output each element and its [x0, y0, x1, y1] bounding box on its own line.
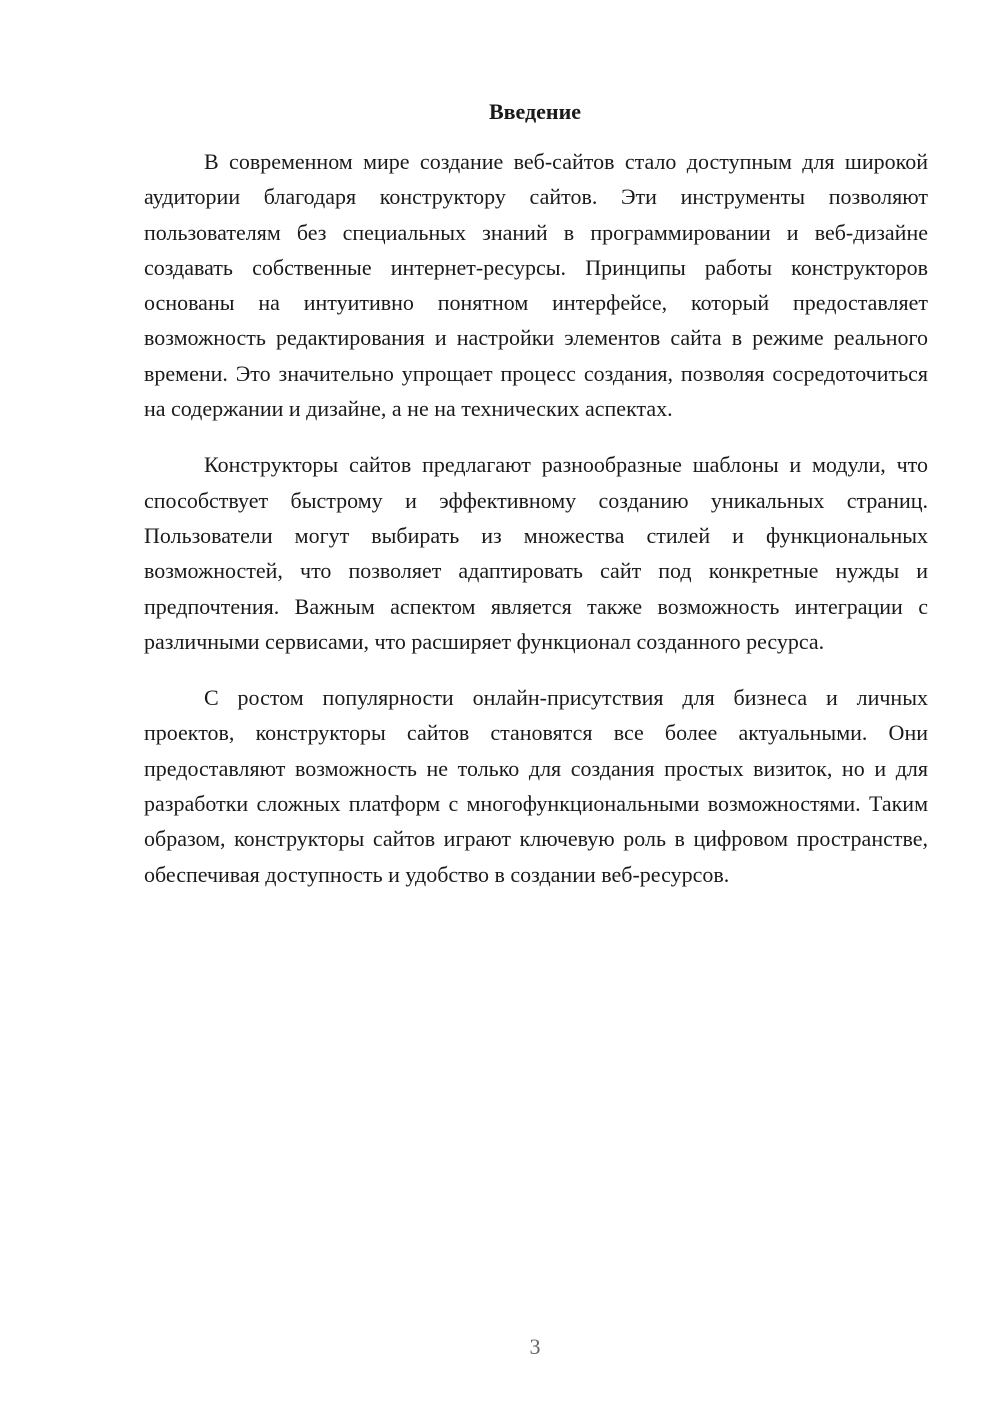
page-number: 3: [529, 1334, 541, 1359]
paragraph-1: В современном мире создание веб-сайтов стало доступным для широкой аудитории благодаря конструктору сайтов. Эти инструменты позволяют пользователям без специальных знаний в программировании и веб-дизайне создавать собственные интернет-ресурсы. Принципы работы конструкторов основаны на интуитивно понятном интерфейсе, который предоставляет возможность редактирования и настройки элементов сайта в режиме реального времени. Это значительно упрощает процесс создания, позволяя сосредоточиться на содержании и дизайне, а не на технических аспектах.: [144, 149, 928, 422]
paragraph-3: С ростом популярности онлайн-присутствия для бизнеса и личных проектов, конструкторы сайтов становятся все более актуальными. Они предоставляют возможность не только для создания простых визиток, но и для разработки сложных платформ с многофункциональными возможностями. Таким образом, конструкторы сайтов играют ключевую роль в цифровом пространстве, обеспечивая доступность и удобство в создании веб-ресурсов.: [144, 685, 928, 887]
body-text: [144, 144, 928, 892]
section-heading: Введение: [488, 99, 582, 124]
paragraph-2: Конструкторы сайтов предлагают разнообразные шаблоны и модули, что способствует быстрому и эффективному созданию уникальных страниц. Пользователи могут выбирать из множества стилей и функциональных возможностей, что позволяет адаптировать сайт под конкретные нужды и предпочтения. Важным аспектом является также возможность интеграции с различными сервисами, что расширяет функционал созданного ресурса.: [144, 452, 928, 654]
